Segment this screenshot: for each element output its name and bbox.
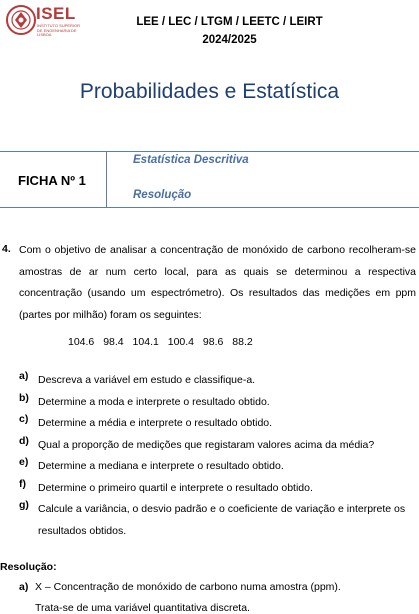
item-text: Determine a mediana e interprete o resultado obtido.	[38, 460, 284, 472]
list-item	[0, 499, 419, 537]
list-item	[0, 435, 419, 457]
item-label: f)	[19, 477, 26, 490]
box-divider	[106, 151, 107, 208]
item-text: Determine a moda e interprete o resultado obtido.	[38, 395, 270, 408]
question-text: Com o objetivo de analisar a concentração de monóxido de carbono recolheram-se amostras de ar num certo local, para as quais se determinou a respectiva concentração (usando um espectrómetro). Os resultados das medições em ppm (partes por milhão) foram os seguintes:	[19, 244, 416, 321]
item-label: a)	[19, 370, 29, 382]
box-bottom-border	[0, 207, 419, 208]
list-item	[0, 478, 419, 500]
item-label: d)	[19, 434, 29, 447]
list-item	[0, 413, 419, 435]
question-items	[0, 370, 419, 537]
box-top-border	[0, 151, 419, 152]
answer-line-1: X – Concentração de monóxido de carbono numa amostra (ppm).	[35, 581, 341, 593]
worksheet-type: Resolução	[133, 189, 192, 201]
answer-line-2: Trata-se de uma variável quantitativa discreta.	[35, 602, 250, 614]
item-label: g)	[19, 499, 29, 511]
measurement-values: 104.6 98.4 104.1 100.4 98.6 88.2	[68, 336, 253, 348]
item-text: Determine a média e interprete o resultado obtido.	[38, 417, 273, 429]
answer-label: a)	[19, 581, 29, 593]
item-text: Calcule a variância, o desvio padrão e o coeficiente de variação e interprete os resultados obtidos.	[38, 503, 406, 537]
item-text: Descreva a variável em estudo e classifique-a.	[38, 374, 256, 386]
item-label: e)	[19, 456, 29, 468]
item-label: b)	[19, 391, 29, 404]
resolution-heading: Resolução:	[0, 561, 57, 573]
worksheet-number: FICHA Nº 1	[18, 173, 86, 188]
list-item	[0, 370, 419, 392]
item-label: c)	[19, 413, 29, 425]
academic-year: 2024/2025	[202, 34, 257, 46]
document-title: Probabilidades e Estatística	[79, 80, 340, 103]
courses-line: LEE / LEC / LTGM / LEETC / LEIRT	[136, 16, 323, 28]
logo-text: ISEL	[36, 4, 76, 23]
worksheet-topic: Estatística Descritiva	[133, 154, 249, 166]
item-text: Qual a proporção de medições que registaram valores acima da média?	[38, 438, 375, 451]
list-item	[0, 392, 419, 414]
question-number: 4.	[2, 243, 11, 255]
logo-subtext: INSTITUTO SUPERIOR DE ENGENHARIA DE LISBOA	[37, 23, 81, 37]
item-text: Determine o primeiro quartil e interprete o resultado obtido.	[38, 481, 313, 494]
list-item	[0, 456, 419, 478]
